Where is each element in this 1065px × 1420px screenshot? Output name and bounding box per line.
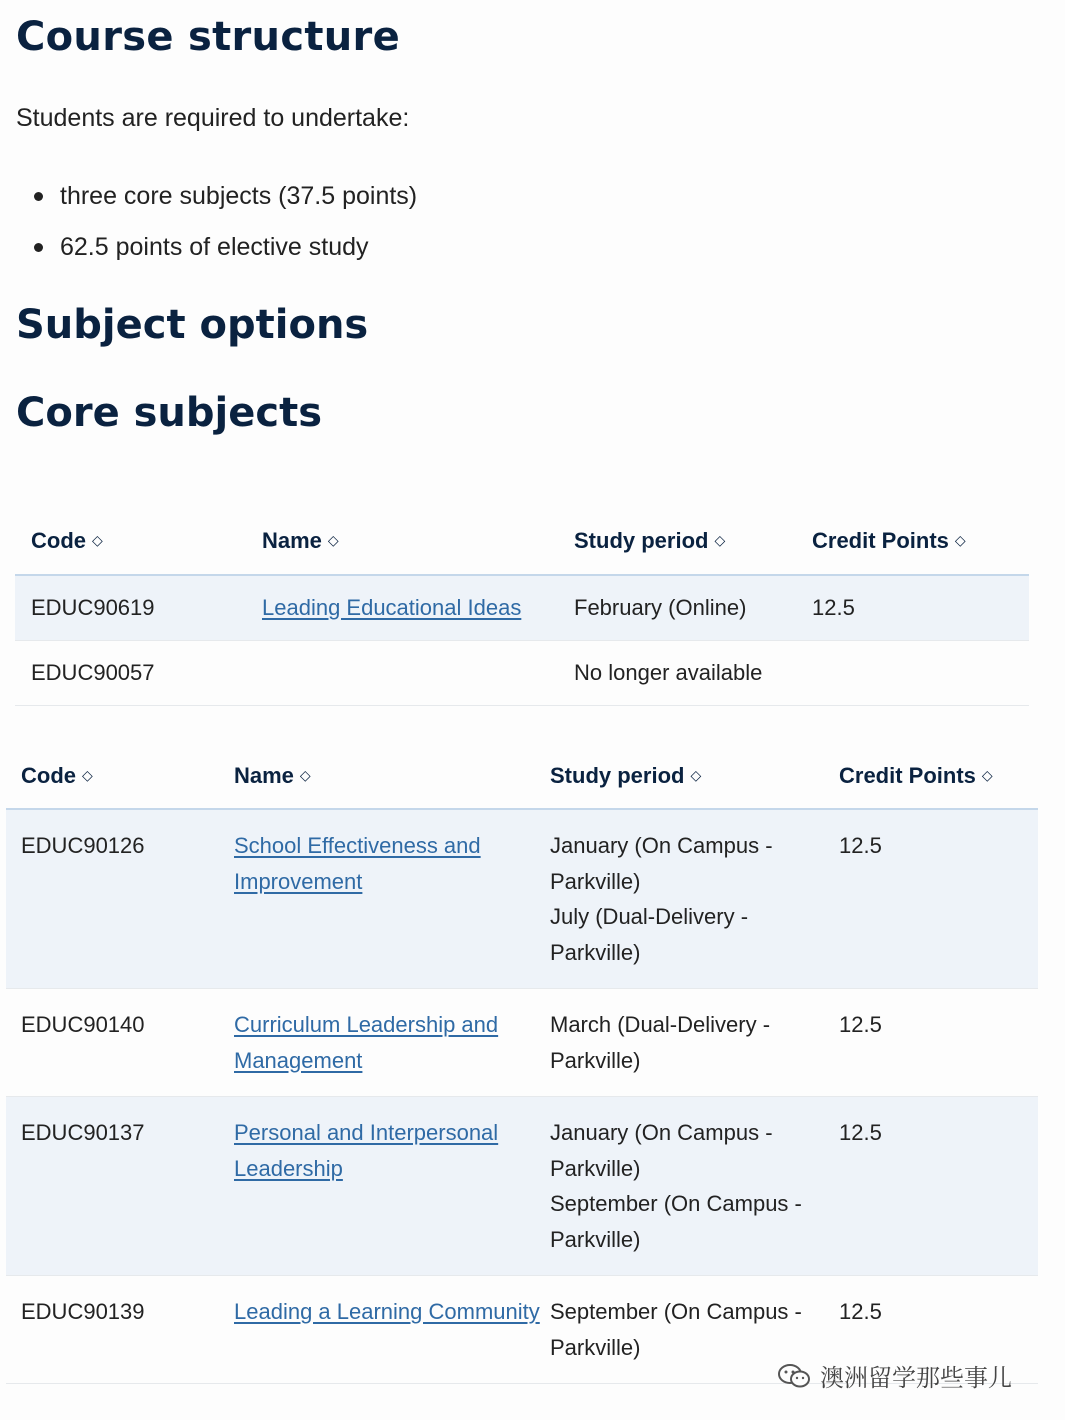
study-period-item: July (Dual-Delivery - Parkville) [550,904,749,965]
watermark-text: 澳洲留学那些事儿 [820,1364,1012,1392]
list-item [0,227,417,278]
column-header-code[interactable]: Code ◇ [15,508,262,575]
column-header-code[interactable]: Code ◇ [6,744,234,809]
sort-icon[interactable]: ◇ [981,766,993,783]
study-period [550,809,839,989]
table-header-row [15,508,1029,575]
table-row [6,989,1038,1097]
course-structure-heading: Course structure [16,14,400,60]
table-row [15,641,1029,706]
table-row [6,1097,1038,1276]
course-structure-list [0,176,417,278]
credit-points [812,641,1029,706]
sort-icon[interactable]: ◇ [82,766,93,783]
study-period [550,1097,839,1276]
study-period: No longer available [574,641,812,706]
credit-points: 12.5 [839,1276,1038,1384]
column-header-credit-points[interactable]: Credit Points ◇ [839,744,1038,809]
subject-code: EDUC90139 [6,1276,234,1384]
column-header-name[interactable]: Name ◇ [234,744,550,809]
subject-name [234,1276,550,1384]
subject-code: EDUC90057 [15,641,262,706]
sort-icon[interactable]: ◇ [299,766,311,783]
sort-icon[interactable]: ◇ [690,766,702,783]
credit-points: 12.5 [839,989,1038,1097]
study-period-item: September (On Campus - Parkville) [550,1191,802,1252]
watermark [776,1358,1012,1393]
subject-link[interactable]: Curriculum Leadership and Management [234,1012,499,1073]
subject-name [262,641,574,706]
bullet-icon [34,192,43,201]
subject-name [234,989,550,1097]
sort-icon[interactable]: ◇ [92,531,103,548]
column-header-study-period[interactable]: Study period ◇ [550,744,839,809]
study-period-item: January (On Campus - Parkville) [550,1120,773,1181]
subject-name [234,809,550,989]
study-period [550,989,839,1097]
study-period: February (Online) [574,575,812,641]
sort-icon[interactable]: ◇ [714,531,726,548]
subject-code: EDUC90126 [6,809,234,989]
subject-code: EDUC90140 [6,989,234,1097]
sort-icon[interactable]: ◇ [327,531,339,548]
sort-icon[interactable]: ◇ [954,531,966,548]
table-header-row [6,744,1038,809]
subject-code: EDUC90619 [15,575,262,641]
credit-points: 12.5 [839,809,1038,989]
bullet-icon [34,243,43,252]
core-subjects-heading: Core subjects [16,390,323,436]
list-item-text: 62.5 points of elective study [60,233,369,261]
study-period-item: March (Dual-Delivery - Parkville) [550,1012,771,1073]
column-header-study-period[interactable]: Study period ◇ [574,508,812,575]
subject-link[interactable]: Personal and Interpersonal Leadership [234,1120,499,1181]
subject-link[interactable]: School Effectiveness and Improvement [234,833,481,894]
column-header-name[interactable]: Name ◇ [262,508,574,575]
subject-name [234,1097,550,1276]
core-subjects-table-1 [15,508,1029,706]
course-structure-intro: Students are required to undertake: [16,104,410,132]
list-item [0,176,417,227]
column-header-credit-points[interactable]: Credit Points ◇ [812,508,1029,575]
table-row [6,809,1038,989]
subject-options-heading: Subject options [16,302,369,348]
credit-points: 12.5 [839,1097,1038,1276]
wechat-icon [776,1362,812,1390]
study-period-item: September (On Campus - Parkville) [550,1299,802,1360]
table-row [15,575,1029,641]
subject-name [262,575,574,641]
subject-link[interactable]: Leading Educational Ideas [262,595,522,620]
list-item-text: three core subjects (37.5 points) [60,182,418,210]
core-subjects-table-2 [6,744,1038,1384]
subject-code: EDUC90137 [6,1097,234,1276]
study-period-item: January (On Campus - Parkville) [550,833,773,894]
subject-link[interactable]: Leading a Learning Community [234,1299,540,1324]
credit-points: 12.5 [812,575,1029,641]
